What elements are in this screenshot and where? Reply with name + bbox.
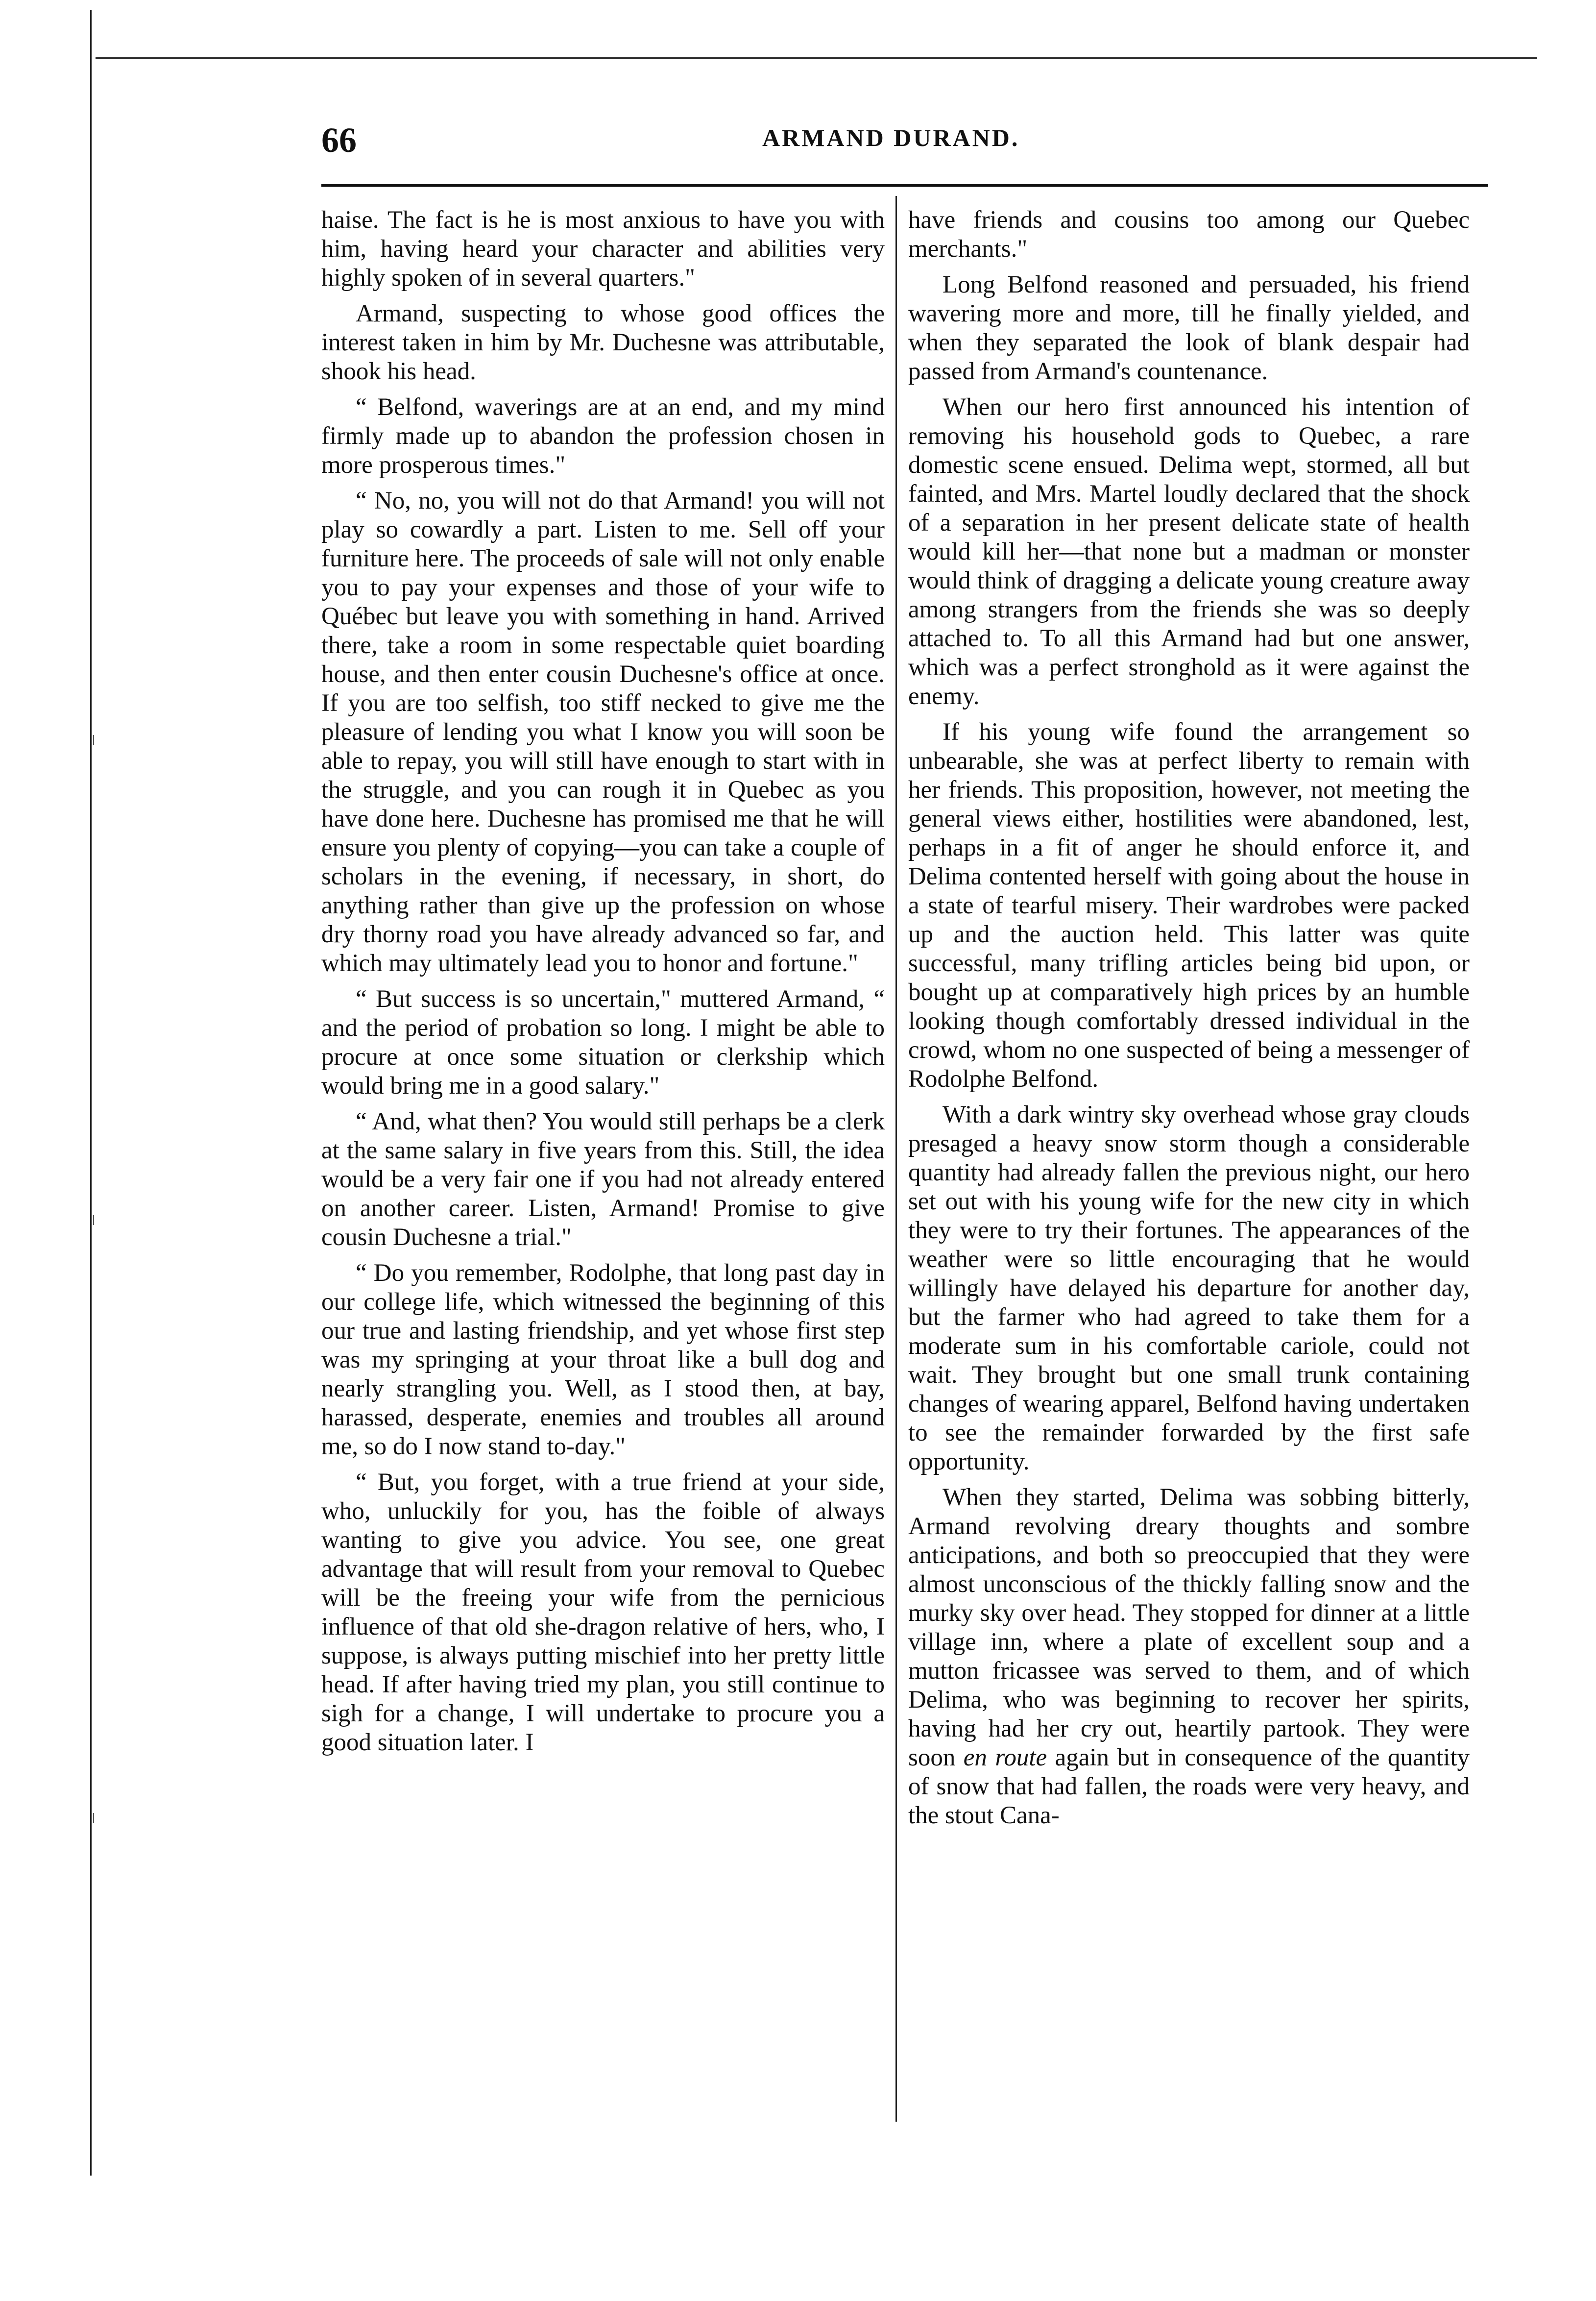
header-rule xyxy=(321,184,1488,187)
paragraph: “ But success is so uncertain," muttered Armand, “ and the period of probation so long. I might be able to procure at once some situation or clerkship which would bring me in a good salary." xyxy=(321,985,885,1100)
column-divider xyxy=(895,196,897,2122)
paragraph: haise. The fact is he is most anxious to have you with him, having heard your character and abilities very highly spoken of in several quarters." xyxy=(321,206,885,292)
paragraph: When our hero first announced his intention of removing his household gods to Quebec, a rare domestic scene ensued. Delima wept, stormed, all but fainted, and Mrs. Martel loudly declared that the shock of a separation in her present delicate state of health would kill her—that none but a madman or monster would think of dragging a delicate young creature away among strangers from the friends she was so deeply attached to. To all this Armand had but one answer, which was a perfect stronghold as it were against the enemy. xyxy=(908,393,1470,710)
paragraph: “ And, what then? You would still perhaps be a clerk at the same salary in five years from this. Still, the idea would be a very fair one if you had not already entered on another career. Listen, Armand! Promise to give cousin Duchesne a trial." xyxy=(321,1108,885,1251)
edge-mark xyxy=(93,1813,94,1823)
left-column xyxy=(321,206,885,1764)
paragraph-text: again but in consequence of the quantity of snow that had fallen, the roads were very heavy, and the stout Cana- xyxy=(908,1744,1470,1829)
paragraph: With a dark wintry sky overhead whose gray clouds presaged a heavy snow storm though a considerable quantity had already fallen the previous night, our hero set out with his young wife for the new city in which they were to try their fortunes. The appearances of the weather were so little encouraging that he would willingly have delayed his departure for another day, but the farmer who had agreed to take them for a moderate sum in his comfortable cariole, could not wait. They brought but one small trunk containing changes of wearing apparel, Belfond having undertaken to see the remainder forwarded by the first safe opportunity. xyxy=(908,1101,1470,1475)
paragraph-text: When they started, Delima was sobbing bitterly, Armand revolving dreary thoughts and sombre anticipations, and both so preoccupied that they were almost unconscious of the thickly falling snow and the murky sky over head. They stopped for dinner at a little village inn, where a plate of excellent soup and a mutton fricassee was served to them, and of which Delima, who was beginning to recover her spirits, having had her cry out, heartily partook. They were soon xyxy=(908,1484,1470,1771)
paragraph: “ No, no, you will not do that Armand! you will not play so cowardly a part. Listen to me. Sell off your furniture here. The proceeds of sale will not only enable you to pay your expenses and those of your wife to Québec but leave you with something in hand. Arrived there, take a room in some respectable quiet boarding house, and then enter cousin Duchesne's office at once. If you are too selfish, too stiff necked to give me the pleasure of lending you what I know you will soon be able to repay, you will still have enough to start with in the struggle, and you can rough it in Quebec as you have done here. Duchesne has promised me that he will ensure you plenty of copying—you can take a couple of scholars in the evening, if necessary, in short, do anything rather than give up the profession on whose dry thorny road you have already advanced so far, and which may ultimately lead you to honor and fortune." xyxy=(321,487,885,977)
edge-mark xyxy=(93,735,94,745)
edge-mark xyxy=(93,1215,94,1225)
paragraph: “ Belfond, waverings are at an end, and my mind firmly made up to abandon the profession chosen in more prosperous times." xyxy=(321,393,885,479)
paragraph: “ Do you remember, Rodolphe, that long past day in our college life, which witnessed the beginning of this our true and lasting friendship, and yet whose first step was my springing at your throat like a bull dog and nearly strangling you. Well, as I stood then, at bay, harassed, desperate, enemies and troubles all around me, so do I now stand to-day." xyxy=(321,1259,885,1460)
page-header xyxy=(321,122,1478,167)
paragraph: Armand, suspecting to whose good offices the interest taken in him by Mr. Duchesne was attributable, shook his head. xyxy=(321,300,885,385)
paragraph: “ But, you forget, with a true friend at your side, who, unluckily for you, has the foible of always wanting to give you advice. You see, one great advantage that will result from your removal to Quebec will be the freeing your wife from the pernicious influence of that old she-dragon relative of hers, who, I suppose, is always putting mischief into her pretty little head. If after having tried my plan, you still continue to sigh for a change, I will undertake to procure you a good situation later. I xyxy=(321,1469,885,1756)
paragraph: Long Belfond reasoned and persuaded, his friend wavering more and more, till he finally yielded, and when they separated the look of blank despair had passed from Armand's countenance. xyxy=(908,271,1470,385)
right-column xyxy=(908,206,1470,1837)
top-rule xyxy=(96,57,1537,59)
page-number: 66 xyxy=(321,121,357,160)
page-edge-line xyxy=(90,10,92,2176)
italic-phrase: en route xyxy=(963,1744,1047,1771)
paragraph: If his young wife found the arrangement so unbearable, she was at perfect liberty to remain with her friends. This proposition, however, not meeting the general views either, hostilities were abandoned, lest, perhaps in a fit of anger he should enforce it, and Delima contented herself with going about the house in a state of tearful misery. Their wardrobes were packed up and the auction held. This latter was quite successful, many trifling articles being bid upon, or bought up at comparatively high prices by an humble looking though comfortably dressed individual in the crowd, whom no one suspected of being a messenger of Rodolphe Belfond. xyxy=(908,718,1470,1093)
paragraph: have friends and cousins too among our Quebec merchants." xyxy=(908,206,1470,263)
running-head: ARMAND DURAND. xyxy=(762,124,1020,151)
paragraph xyxy=(908,1483,1470,1830)
